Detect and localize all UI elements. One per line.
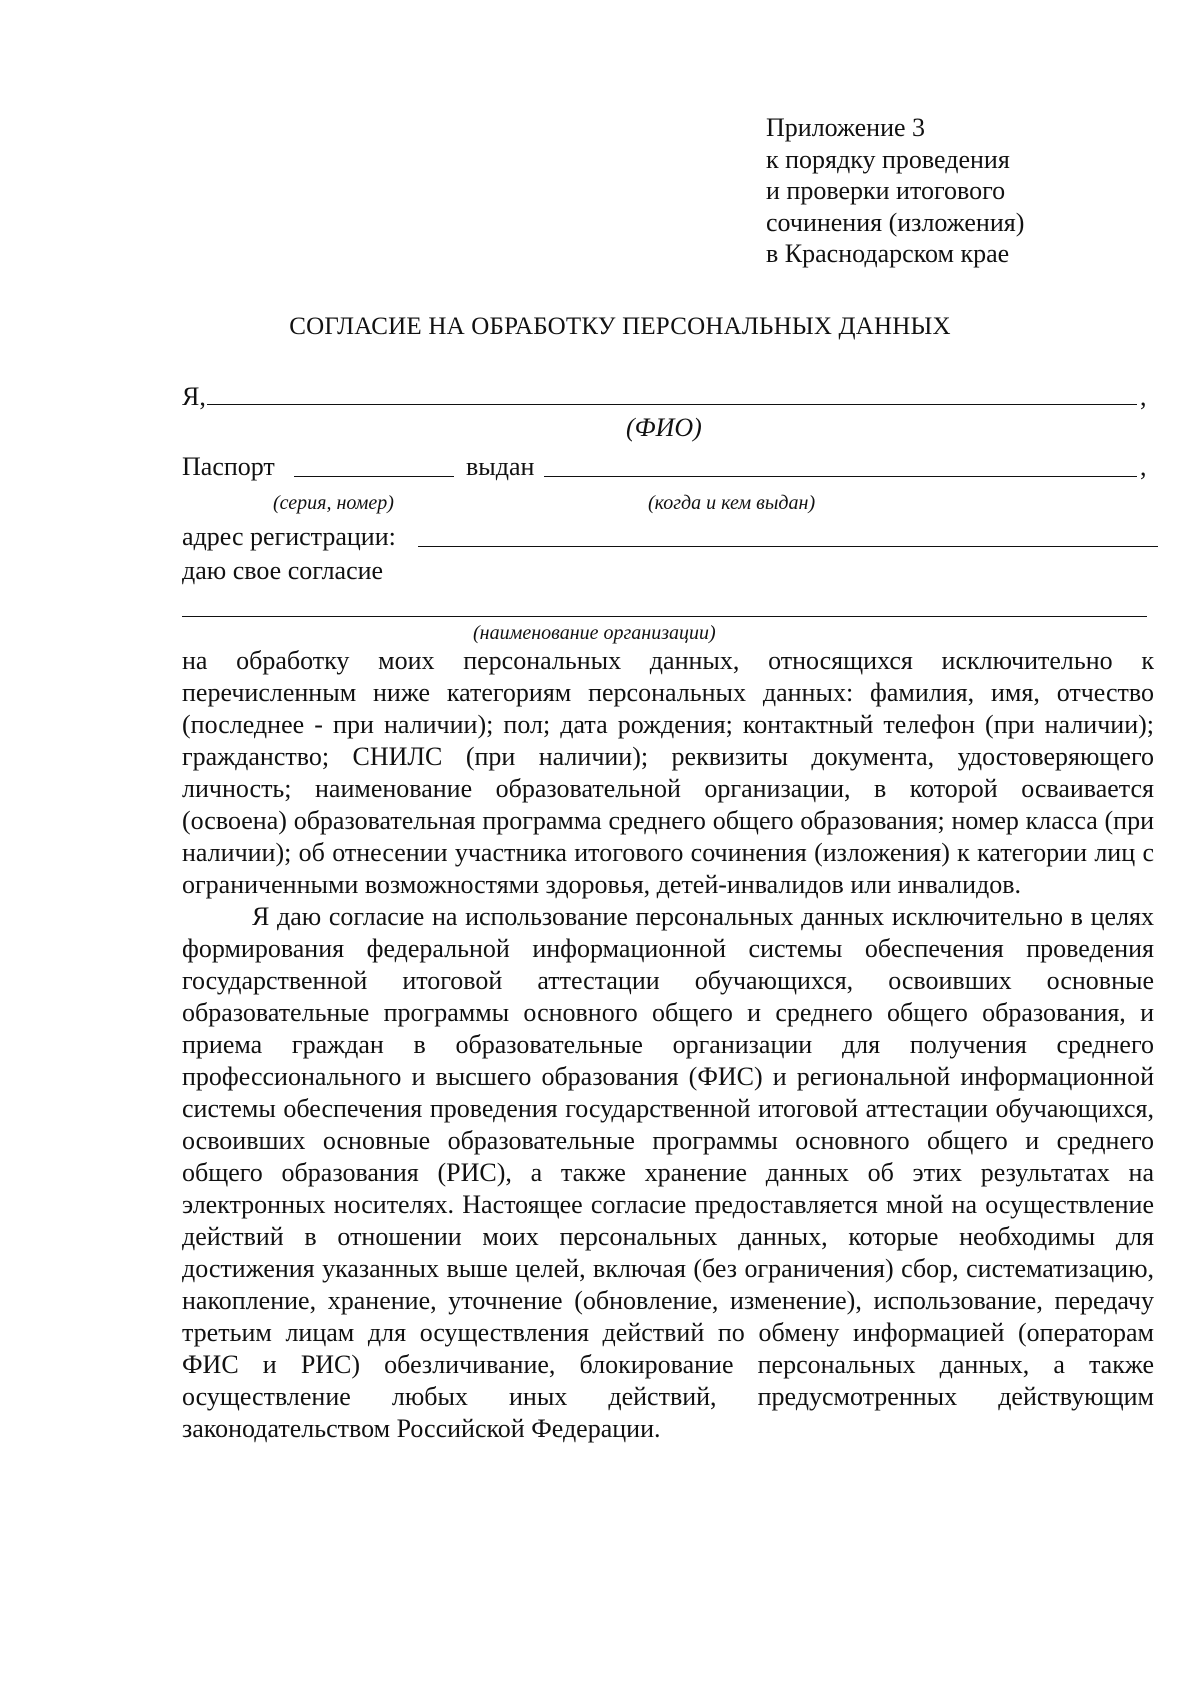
consent-label: даю свое согласие: [182, 556, 384, 585]
passport-series-line[interactable]: [294, 476, 454, 477]
address-row: [182, 522, 1152, 552]
appendix-line: сочинения (изложения): [766, 207, 1025, 237]
organization-field-line[interactable]: [182, 616, 1147, 617]
fio-field-line[interactable]: [207, 404, 1137, 405]
fio-caption: (ФИО): [626, 413, 702, 442]
appendix-line: в Краснодарском крае: [766, 239, 1010, 268]
document-title: СОГЛАСИЕ НА ОБРАБОТКУ ПЕРСОНАЛЬНЫХ ДАННЫХ: [289, 313, 951, 340]
appendix-line: к порядку проведения: [766, 144, 1010, 174]
appendix-line: Приложение 3: [766, 113, 926, 142]
address-label: адрес регистрации:: [182, 522, 396, 551]
appendix-line: и проверки итогового: [766, 176, 1006, 205]
address-field-line[interactable]: [418, 546, 1158, 547]
i-label: Я,: [182, 382, 206, 411]
organization-caption: (наименование организации): [473, 622, 716, 644]
passport-row: [182, 452, 1152, 482]
consent-row: [182, 556, 1152, 586]
passport-label: Паспорт: [182, 452, 275, 481]
issued-label: выдан: [466, 452, 535, 481]
passport-comma: ,: [1140, 452, 1147, 481]
body-paragraph-1: на обработку моих персональных данных, относящихся исключительно к перечисленным ниже категориям персональных данных: фамилия, имя, отчество (последнее - при наличии); пол; дата рождения; контактный телефон (при наличии); гражданство; СНИЛС (при наличии); реквизиты документа, удостоверяющего личность; наименование образовательной организации, в которой осваивается (освоена) образовательная программа среднего общего образования; номер класса (при наличии); об отнесении участника итогового сочинения (изложения) к категории лиц с ограниченными возможностями здоровья, детей-инвалидов или инвалидов.: [182, 646, 1154, 899]
series-caption: (серия, номер): [273, 492, 394, 514]
body-text: [182, 645, 1154, 1445]
issued-caption: (когда и кем выдан): [648, 492, 816, 514]
fio-row: [182, 382, 1152, 412]
fio-comma: ,: [1140, 382, 1147, 411]
appendix-header: [766, 112, 1024, 270]
body-paragraph-2: Я даю согласие на использование персональных данных исключительно в целях формирования федеральной информационной системы обеспечения проведения государственной итоговой аттестации обучающихся, освоивших основные образовательные программы основного общего и среднего общего образования, и приема граждан в образовательные организации для получения среднего профессионального и высшего образования (ФИС) и региональной информационной системы обеспечения проведения государственной итоговой аттестации обучающихся, освоивших основные образовательные программы основного общего и среднего общего образования (РИС), а также хранение данных об этих результатах на электронных носителях. Настоящее согласие предоставляется мной на осуществление действий в отношении моих персональных данных, которые необходимы для достижения указанных выше целей, включая (без ограничения) сбор, систематизацию, накопление, хранение, уточнение (обновление, изменение), использование, передачу третьим лицам для осуществления действий по обмену информацией (операторам ФИС и РИС) обезличивание, блокирование персональных данных, а также осуществление любых иных действий, предусмотренных действующим законодательством Российской Федерации.: [182, 902, 1154, 1443]
passport-issued-line[interactable]: [544, 476, 1137, 477]
